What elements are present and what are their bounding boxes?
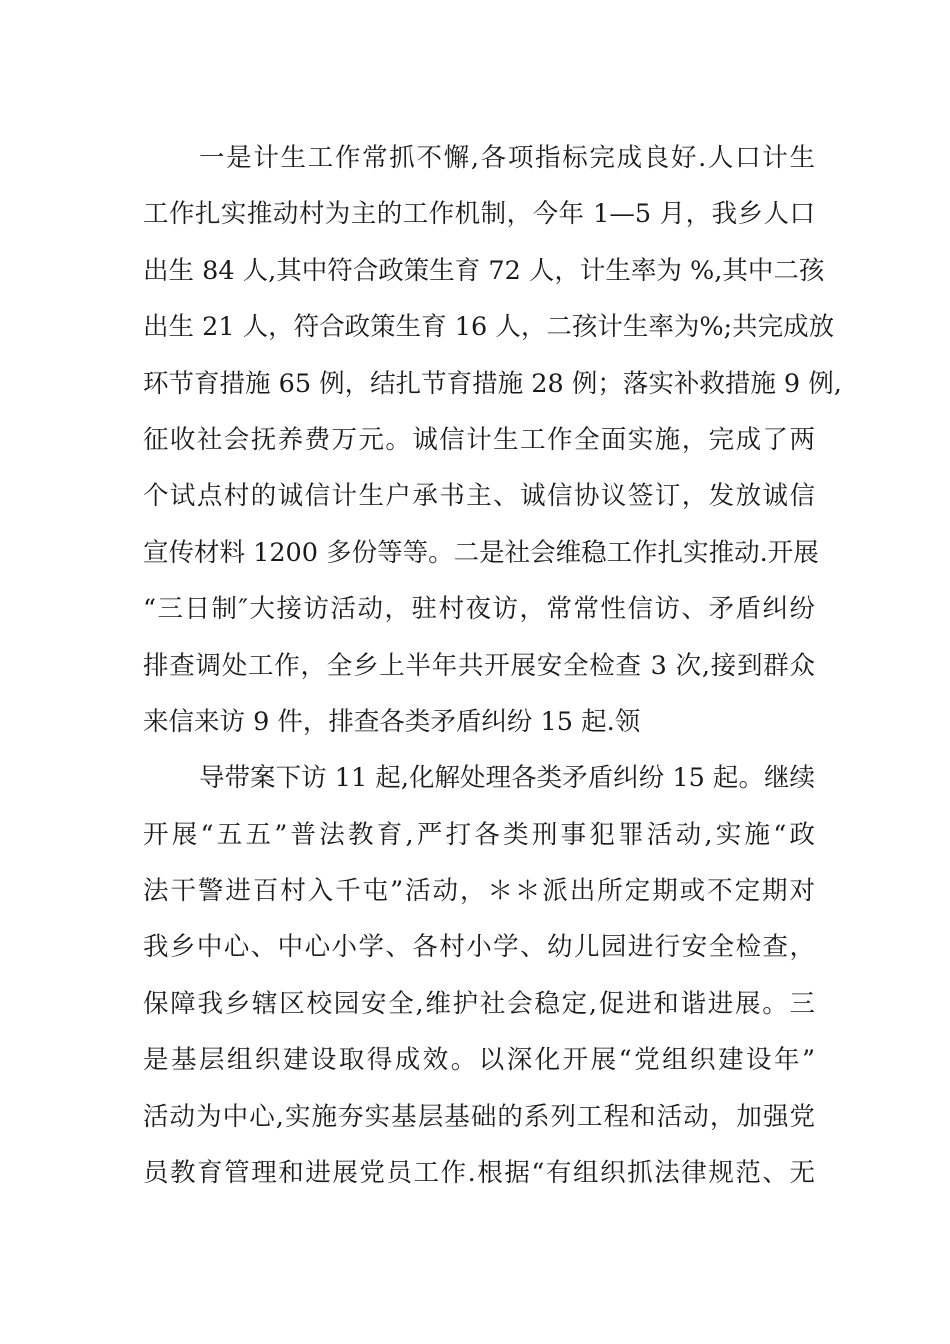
text-line: 一是计生工作常抓不懈,各项指标完成良好.人口计生 [199,143,815,173]
text-line: 我乡中心、中心小学、各村小学、幼儿园进行安全检查， [143,932,815,963]
text-line: 保障我乡辖区校园安全,维护社会稳定,促进和谐进展。三 [143,988,815,1019]
text-line: 出生 21 人，符合政策生育 16 人，二孩计生率为%;共完成放 [143,312,835,343]
text-line: 排查调处工作，全乡上半年共开展安全检查 3 次,接到群众 [143,650,815,681]
text-line: 个试点村的诚信计生户承书主、诚信协议签订，发放诚信 [143,481,815,512]
paragraph-2 [143,750,815,1201]
text-line: 员教育管理和进展党员工作.根据“有组织抓法律规范、无 [143,1158,815,1189]
text-line: 来信来访 9 件，排查各类矛盾纠纷 15 起.领 [143,706,641,737]
text-line: 出生 84 人,其中符合政策生育 72 人，计生率为 %,其中二孩 [143,255,825,286]
body-text [143,130,842,1201]
text-line: 是基层组织建设取得成效。以深化开展“党组织建设年” [143,1045,815,1076]
text-line: 法干警进百村入千屯”活动，＊＊派出所定期或不定期对 [143,876,815,907]
text-line: 导带案下访 11 起,化解处理各类矛盾纠纷 15 起。继续 [199,763,815,794]
text-line: 征收社会抚养费万元。诚信计生工作全面实施，完成了两 [143,424,815,455]
text-line: “三日制″大接访活动，驻村夜访，常常性信访、矛盾纠纷 [143,594,815,625]
text-line: 环节育措施 65 例，结扎节育措施 28 例；落实补救措施 9 例, [143,368,842,399]
paragraph-1 [143,130,842,750]
text-line: 宣传材料 1200 多份等等。二是社会维稳工作扎实推动.开展 [143,537,819,568]
text-line: 活动为中心,实施夯实基层基础的系列工程和活动，加强党 [143,1101,815,1132]
text-line: 工作扎实推动村为主的工作机制，今年 1—5 月，我乡人口 [143,199,815,230]
text-line: 开展“五五”普法教育,严打各类刑事犯罪活动,实施“政 [143,819,815,850]
